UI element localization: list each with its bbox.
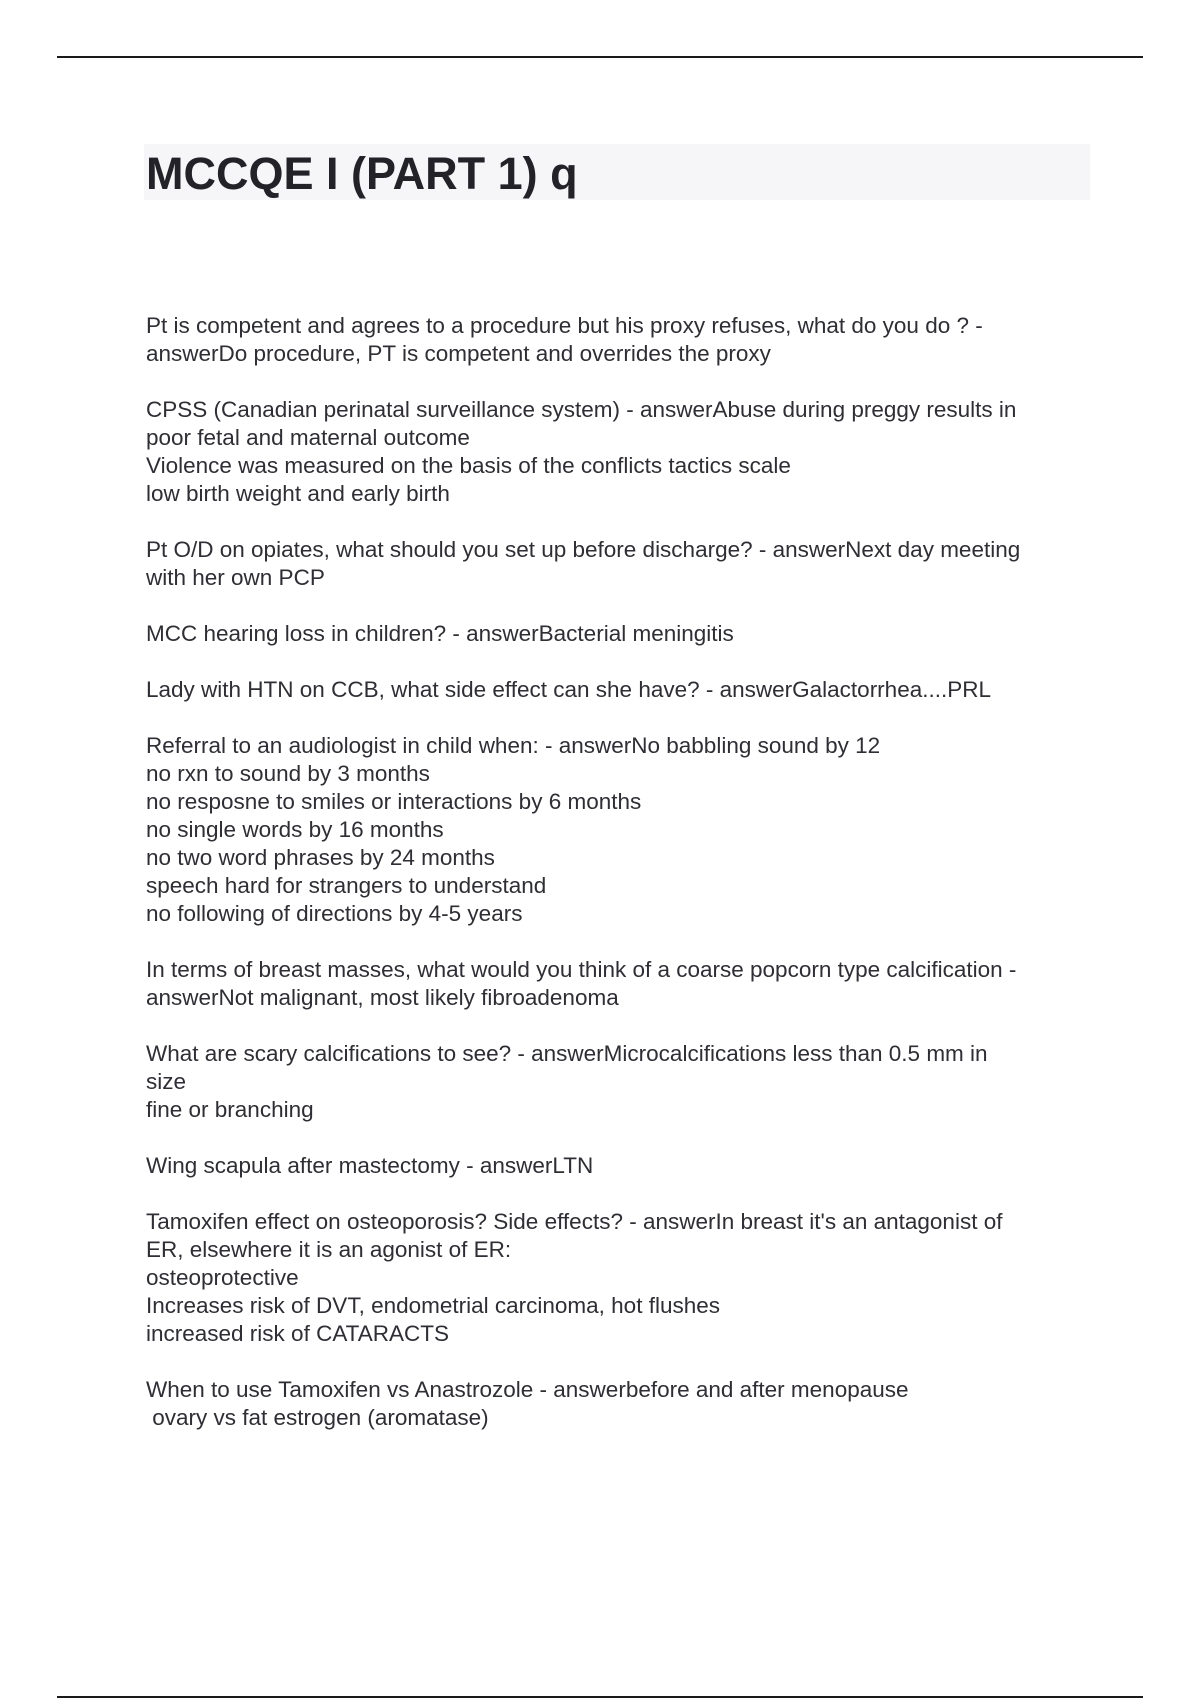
qa-answer-line: no resposne to smiles or interactions by 6 months [146, 789, 642, 814]
qa-answer-line: ovary vs fat estrogen (aromatase) [146, 1405, 489, 1430]
qa-text [146, 1152, 1086, 1180]
qa-answer-line: answerNot malignant, most likely fibroadenoma [146, 985, 619, 1010]
qa-item [146, 732, 1086, 928]
qa-answer-line: size [146, 1069, 187, 1094]
qa-item [146, 620, 1086, 648]
qa-text [146, 312, 1086, 368]
qa-question-line: Pt O/D on opiates, what should you set up before discharge? - answerNext day meeting [146, 537, 1021, 562]
qa-answer-line: with her own PCP [146, 565, 325, 590]
qa-question-line: In terms of breast masses, what would you think of a coarse popcorn type calcification - [146, 957, 1017, 982]
qa-text [146, 620, 1086, 648]
qa-answer-line: ER, elsewhere it is an agonist of ER: [146, 1237, 512, 1262]
qa-answer-line: answerDo procedure, PT is competent and overrides the proxy [146, 341, 771, 366]
qa-answer-line: Increases risk of DVT, endometrial carcinoma, hot flushes [146, 1293, 720, 1318]
qa-item [146, 1152, 1086, 1180]
footer-rule [57, 1696, 1143, 1698]
qa-answer-line: increased risk of CATARACTS [146, 1321, 449, 1346]
qa-text [146, 956, 1086, 1012]
qa-text [146, 396, 1086, 508]
qa-question-line: What are scary calcifications to see? - answerMicrocalcifications less than 0.5 mm in [146, 1041, 988, 1066]
qa-item [146, 956, 1086, 1012]
qa-item [146, 1040, 1086, 1124]
qa-question-line: Tamoxifen effect on osteoporosis? Side effects? - answerIn breast it's an antagonist of [146, 1209, 1003, 1234]
qa-text [146, 536, 1086, 592]
qa-answer-line: no following of directions by 4-5 years [146, 901, 523, 926]
header-rule [57, 56, 1143, 58]
qa-item [146, 1376, 1086, 1432]
qa-text [146, 1208, 1086, 1348]
qa-item [146, 312, 1086, 368]
qa-text [146, 732, 1086, 928]
qa-answer-line: low birth weight and early birth [146, 481, 450, 506]
qa-answer-line: speech hard for strangers to understand [146, 873, 547, 898]
qa-item [146, 536, 1086, 592]
qa-question-line: Lady with HTN on CCB, what side effect can she have? - answerGalactorrhea....PRL [146, 677, 991, 702]
qa-question-line: Wing scapula after mastectomy - answerLTN [146, 1153, 594, 1178]
qa-question-line: When to use Tamoxifen vs Anastrozole - answerbefore and after menopause [146, 1377, 909, 1402]
qa-question-line: CPSS (Canadian perinatal surveillance system) - answerAbuse during preggy results in [146, 397, 1017, 422]
qa-question-line: MCC hearing loss in children? - answerBacterial meningitis [146, 621, 734, 646]
qa-text [146, 1376, 1086, 1432]
qa-question-line: Referral to an audiologist in child when: - answerNo babbling sound by 12 [146, 733, 881, 758]
qa-item [146, 676, 1086, 704]
qa-answer-line: no two word phrases by 24 months [146, 845, 495, 870]
qa-answer-line: Violence was measured on the basis of the conflicts tactics scale [146, 453, 791, 478]
qa-answer-line: no rxn to sound by 3 months [146, 761, 430, 786]
qa-item [146, 1208, 1086, 1348]
qa-question-line: Pt is competent and agrees to a procedure but his proxy refuses, what do you do ? - [146, 313, 983, 338]
qa-answer-line: no single words by 16 months [146, 817, 444, 842]
qa-text [146, 1040, 1086, 1124]
document-title: MCCQE I (PART 1) q [146, 148, 578, 199]
qa-answer-line: poor fetal and maternal outcome [146, 425, 470, 450]
qa-answer-line: fine or branching [146, 1097, 314, 1122]
qa-item [146, 396, 1086, 508]
qa-text [146, 676, 1086, 704]
qa-answer-line: osteoprotective [146, 1265, 299, 1290]
qa-list [146, 312, 1086, 1460]
